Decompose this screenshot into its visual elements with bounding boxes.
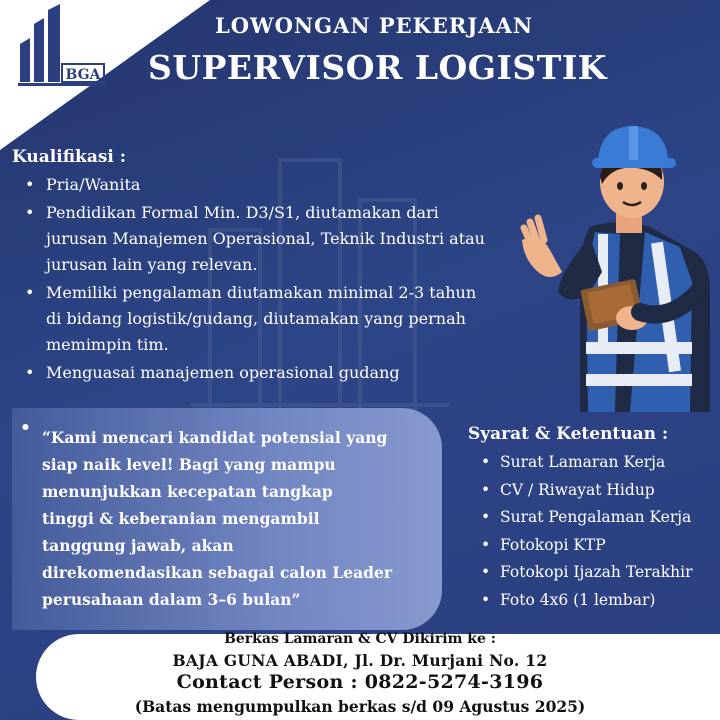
quote-line: siap naik level! Bagi yang mampu: [42, 455, 336, 474]
list-item: [22, 280, 517, 358]
list-item: • Surat Lamaran Kerja: [480, 449, 720, 477]
list-item: [22, 172, 517, 198]
worker-with-clipboard-illustration: [520, 122, 720, 412]
footer-address: BAJA GUNA ABADI, Jl. Dr. Murjani No. 12: [172, 651, 548, 670]
quote-line: tanggung jawab, akan: [42, 536, 234, 555]
list-item: [22, 200, 517, 278]
quote-line: “Kami mencari kandidat potensial yang: [42, 428, 388, 447]
logo-text: BGA: [65, 67, 101, 83]
list-item-line: • Pria/Wanita: [46, 175, 141, 194]
quote-line: menunjukkan kecepatan tangkap: [42, 482, 333, 501]
page-title: SUPERVISOR LOGISTIK: [148, 48, 607, 87]
quote-line: tinggi & keberanian mengambil: [42, 509, 320, 528]
quote-bullet: •: [20, 418, 31, 438]
list-item-line: jurusan lain yang relevan.: [46, 255, 258, 274]
list-item-line: di bidang logistik/gudang, diutamakan yang pernah: [46, 309, 466, 328]
list-item: [22, 360, 517, 386]
building-logo-icon: [18, 4, 106, 86]
list-item-line: memimpin tim.: [46, 335, 169, 354]
quote-line: perusahaan dalam 3–6 bulan”: [42, 590, 301, 609]
kualifikasi-list: [22, 172, 517, 388]
syarat-list: [480, 449, 720, 614]
list-item: • Fotokopi KTP: [480, 532, 720, 560]
footer-deadline: (Batas mengumpulkan berkas s/d 09 Agustus 2025): [134, 697, 586, 716]
list-item-line: • Memiliki pengalaman diutamakan minimal 2-3 tahun: [46, 283, 477, 302]
list-item-line: • Menguasai manajemen operasional gudang: [46, 363, 400, 382]
list-item: • Surat Pengalaman Kerja: [480, 504, 720, 532]
page-subtitle: LOWONGAN PEKERJAAN: [215, 13, 534, 38]
kualifikasi-heading: Kualifikasi :: [12, 147, 127, 167]
list-item-line: • Pendidikan Formal Min. D3/S1, diutamakan dari: [46, 203, 439, 222]
quote-line: direkomendasikan sebagai calon Leader: [42, 563, 392, 582]
list-item-line: jurusan Manajemen Operasional, Teknik Industri atau: [46, 229, 485, 248]
footer-send-to: Berkas Lamaran & CV Dikirim ke :: [224, 631, 496, 647]
list-item: • CV / Riwayat Hidup: [480, 477, 720, 505]
list-item: • Foto 4x6 (1 lembar): [480, 587, 720, 615]
list-item: • Fotokopi Ijazah Terakhir: [480, 559, 720, 587]
quote-text: [42, 424, 402, 613]
syarat-heading: Syarat & Ketentuan :: [468, 424, 669, 444]
footer-contact: Contact Person : 0822-5274-3196: [176, 671, 544, 693]
